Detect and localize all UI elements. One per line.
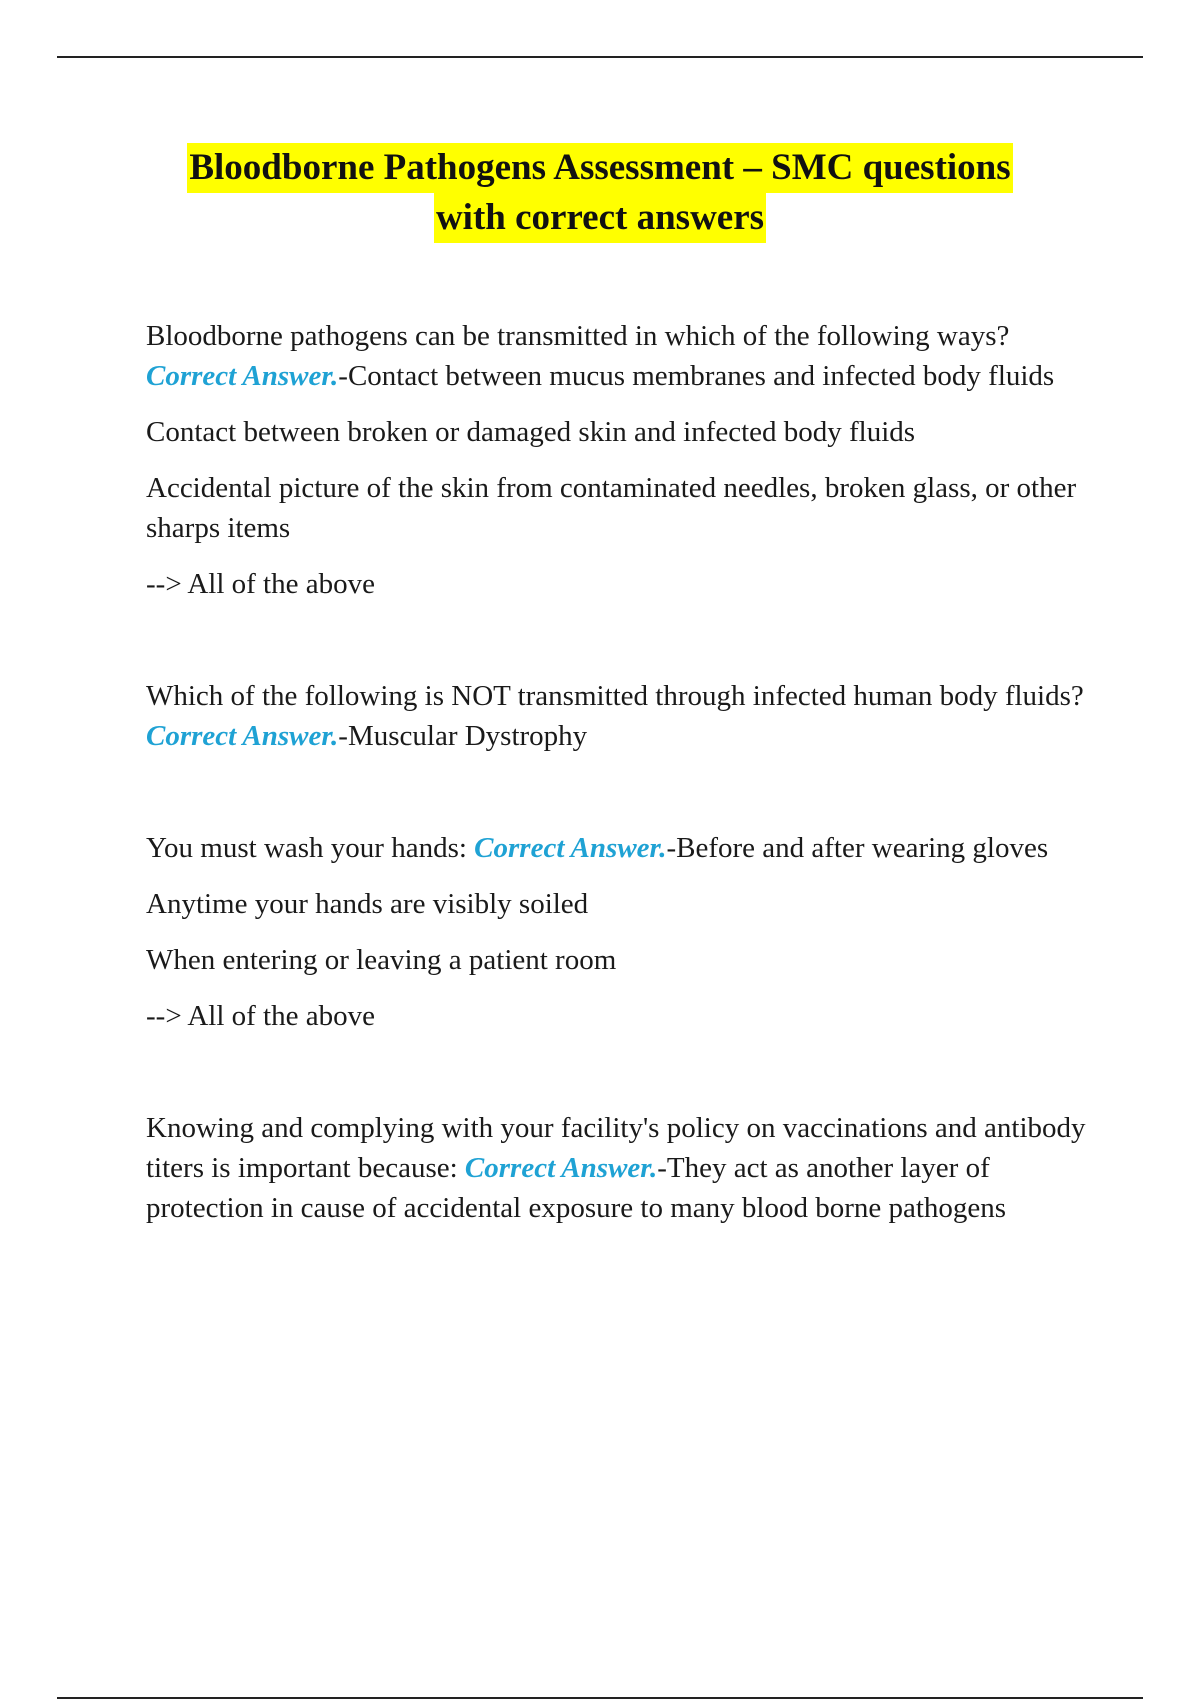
question-block-3 [146,828,1086,1036]
question-block-1 [146,316,1086,604]
question-1-option-4: --> All of the above [146,568,375,600]
question-3-option-3: When entering or leaving a patient room [146,944,617,976]
correct-answer-marker: Correct Answer. [146,720,339,752]
document-title [100,143,1100,243]
question-3-option-2: Anytime your hands are visibly soiled [146,888,589,920]
correct-answer-marker: Correct Answer. [464,1152,658,1184]
question-1-option-2: Contact between broken or damaged skin and infected body fluids [146,416,916,448]
question-4-answer: -They act as another layer of protection in cause of accidental exposure to many blood borne pathogens [146,1152,1007,1224]
question-1-prompt: Bloodborne pathogens can be transmitted in which of the following ways? [146,320,1010,352]
question-3-answer: -Before and after wearing gloves [666,832,1049,864]
question-1-answer: -Contact between mucus membranes and infected body fluids [338,360,1055,392]
question-1-text [146,316,1086,396]
correct-answer-marker: Correct Answer. [474,832,667,864]
correct-answer-marker: Correct Answer. [146,360,339,392]
title-line-2: with correct answers [434,193,766,243]
top-rule [57,56,1143,58]
question-4-text [146,1108,1086,1228]
question-3-option-4: --> All of the above [146,1000,375,1032]
question-block-4 [146,1108,1086,1228]
question-block-2 [146,676,1086,756]
title-line-1: Bloodborne Pathogens Assessment – SMC questions [187,143,1012,193]
question-2-answer: -Muscular Dystrophy [338,720,588,752]
question-3-text [146,828,1086,868]
question-1-option-3: Accidental picture of the skin from contaminated needles, broken glass, or other sharps items [146,472,1077,544]
question-4-prompt: Knowing and complying with your facility's policy on vaccinations and antibody titers is important because: [146,1112,1086,1184]
bottom-rule [57,1697,1143,1699]
question-2-prompt: Which of the following is NOT transmitted through infected human body fluids? [146,680,1084,712]
question-list [146,316,1086,1244]
question-2-text [146,676,1086,756]
question-3-prompt: You must wash your hands: [146,832,475,864]
